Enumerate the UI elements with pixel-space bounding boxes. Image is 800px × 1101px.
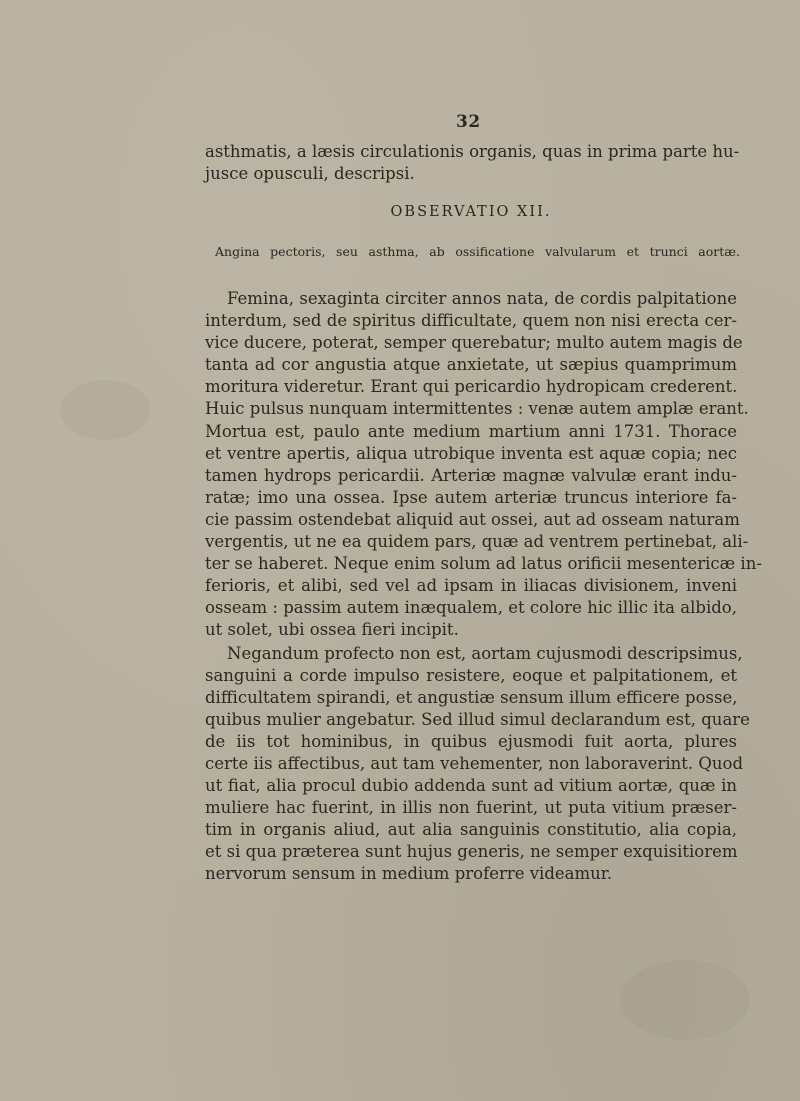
- paragraph-line: ter se haberet. Neque enim solum ad latus orificii mesentericæ in-: [205, 554, 762, 573]
- paragraph-line: tanta ad cor angustia atque anxietate, ut sæpius quamprimum: [205, 355, 737, 374]
- paragraph-line: cie passim ostendebat aliquid aut ossei, aut ad osseam naturam: [205, 510, 740, 529]
- paragraph-line: ut fiat, alia procul dubio addenda sunt ad vitium aortæ, quæ in: [205, 776, 737, 795]
- paragraph-line: Mortua est, paulo ante medium martium anni 1731. Thorace: [205, 422, 737, 441]
- paragraph-line: ratæ; imo una ossea. Ipse autem arteriæ truncus interiore fa-: [205, 488, 737, 507]
- paragraph-line: et si qua præterea sunt hujus generis, ne semper exquisitiorem: [205, 842, 738, 861]
- paragraph-line: vergentis, ut ne ea quidem pars, quæ ad ventrem pertinebat, ali-: [205, 532, 749, 551]
- paragraph-line: Negandum profecto non est, aortam cujusmodi descripsimus,: [227, 644, 743, 663]
- paragraph-line: de iis tot hominibus, in quibus ejusmodi fuit aorta, plures: [205, 732, 737, 751]
- page-number: 32: [456, 112, 481, 132]
- paragraph-line: ferioris, et alibi, sed vel ad ipsam in iliacas divisionem, inveni: [205, 576, 737, 595]
- paragraph-line: vice ducere, poterat, semper querebatur; multo autem magis de: [205, 333, 743, 352]
- paragraph-line: moritura videretur. Erant qui pericardio hydropicam crederent.: [205, 377, 738, 396]
- intro-line: jusce opusculi, descripsi.: [205, 164, 415, 183]
- paragraph-line: et ventre apertis, aliqua utrobique inventa est aquæ copia; nec: [205, 444, 737, 463]
- paragraph-line: ut solet, ubi ossea fieri incipit.: [205, 620, 459, 639]
- paragraph-line: muliere hac fuerint, in illis non fuerint, ut puta vitium præser-: [205, 798, 737, 817]
- paragraph-line: Huic pulsus nunquam intermittentes : venæ autem amplæ erant.: [205, 399, 749, 418]
- paragraph-line: osseam : passim autem inæqualem, et colore hic illic ita albido,: [205, 598, 737, 617]
- paragraph-line: tamen hydrops pericardii. Arteriæ magnæ valvulæ erant indu-: [205, 466, 737, 485]
- paragraph-line: nervorum sensum in medium proferre videamur.: [205, 864, 613, 883]
- paragraph-line: difficultatem spirandi, et angustiæ sensum illum efficere posse,: [205, 688, 738, 707]
- paper-stain: [60, 380, 150, 440]
- paragraph-line: quibus mulier angebatur. Sed illud simul declarandum est, quare: [205, 710, 750, 729]
- intro-line: asthmatis, a læsis circulationis organis, quas in prima parte hu-: [205, 142, 740, 161]
- paragraph-line: Femina, sexaginta circiter annos nata, de cordis palpitatione: [227, 289, 737, 308]
- observation-heading: OBSERVATIO XII.: [390, 204, 552, 220]
- paragraph-line: certe iis affectibus, aut tam vehementer, non laboraverint. Quod: [205, 754, 744, 773]
- observation-subheading: Angina pectoris, seu asthma, ab ossificatione valvularum et trunci aortæ.: [215, 244, 740, 259]
- paper-stain: [620, 960, 750, 1040]
- paragraph-line: interdum, sed de spiritus difficultate, quem non nisi erecta cer-: [205, 311, 737, 330]
- paragraph-line: sanguini a corde impulso resistere, eoque et palpitationem, et: [205, 666, 737, 685]
- paragraph-line: tim in organis aliud, aut alia sanguinis constitutio, alia copia,: [205, 820, 737, 839]
